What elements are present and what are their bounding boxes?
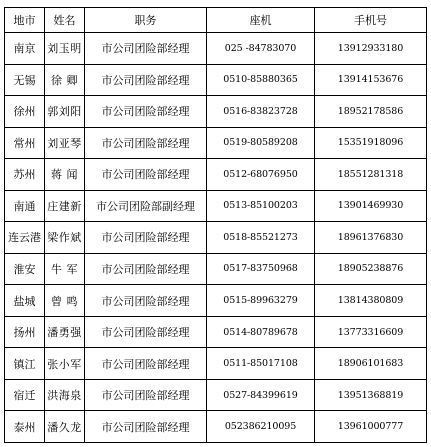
cell-mobile: 13912933180 [315,33,427,65]
cell-mobile: 13951368819 [315,379,427,411]
cell-name: 牛 军 [45,253,85,285]
header-city: 地市 [5,8,45,33]
cell-name: 潘久龙 [45,411,85,443]
cell-landline: 0513-85100203 [207,190,315,222]
cell-name: 徐 卿 [45,64,85,96]
cell-mobile: 13814380809 [315,285,427,317]
cell-landline: 0514-80789678 [207,316,315,348]
cell-landline: 052386210095 [207,411,315,443]
cell-city: 南通 [5,190,45,222]
cell-title: 市公司团险部经理 [85,316,207,348]
table-row [5,190,427,222]
table-row [5,127,427,159]
table-row [5,64,427,96]
table-row [5,411,427,443]
cell-mobile: 13773316609 [315,316,427,348]
cell-name: 刘亚琴 [45,127,85,159]
cell-city: 苏州 [5,159,45,191]
table-row [5,379,427,411]
table-body [5,33,427,443]
cell-title: 市公司团险部经理 [85,285,207,317]
header-name: 姓名 [45,8,85,33]
cell-name: 梁作斌 [45,222,85,254]
cell-landline: 025 -84783070 [207,33,315,65]
cell-landline: 0517-83750968 [207,253,315,285]
table-row [5,253,427,285]
cell-mobile: 18905238876 [315,253,427,285]
cell-landline: 0518-85521273 [207,222,315,254]
cell-title: 市公司团险部经理 [85,222,207,254]
cell-mobile: 18961376830 [315,222,427,254]
table-row [5,222,427,254]
header-title: 职务 [85,8,207,33]
cell-name: 潘勇强 [45,316,85,348]
cell-landline: 0510-85880365 [207,64,315,96]
cell-city: 南京 [5,33,45,65]
header-landline: 座机 [207,8,315,33]
cell-landline: 0511-85017108 [207,348,315,380]
cell-title: 市公司团险部经理 [85,64,207,96]
cell-city: 徐州 [5,96,45,128]
cell-city: 泰州 [5,411,45,443]
cell-city: 无锡 [5,64,45,96]
cell-mobile: 13914153676 [315,64,427,96]
cell-mobile: 13901469930 [315,190,427,222]
cell-title: 市公司团险部经理 [85,96,207,128]
cell-city: 宿迁 [5,379,45,411]
cell-landline: 0516-83823728 [207,96,315,128]
table-row [5,96,427,128]
cell-title: 市公司团险部经理 [85,159,207,191]
cell-name: 曾 鸣 [45,285,85,317]
cell-landline: 0512-68076950 [207,159,315,191]
cell-name: 庄建新 [45,190,85,222]
cell-landline: 0519-80589208 [207,127,315,159]
cell-city: 盐城 [5,285,45,317]
cell-city: 连云港 [5,222,45,254]
table-row [5,159,427,191]
table-row [5,316,427,348]
cell-name: 蒋 闻 [45,159,85,191]
cell-mobile: 18952178586 [315,96,427,128]
cell-mobile: 13961000777 [315,411,427,443]
cell-name: 张小军 [45,348,85,380]
contact-table [4,7,427,443]
cell-title: 市公司团险部经理 [85,253,207,285]
cell-name: 刘玉明 [45,33,85,65]
table-row [5,285,427,317]
header-row [5,8,427,33]
cell-title: 市公司团险部经理 [85,411,207,443]
cell-city: 镇江 [5,348,45,380]
cell-title: 市公司团险部经理 [85,33,207,65]
cell-landline: 0527-84399619 [207,379,315,411]
cell-name: 郭刘阳 [45,96,85,128]
cell-title: 市公司团险部经理 [85,348,207,380]
cell-mobile: 18551281318 [315,159,427,191]
table-row [5,348,427,380]
cell-title: 市公司团险部经理 [85,127,207,159]
cell-title: 市公司团险部副经理 [85,190,207,222]
cell-name: 洪海泉 [45,379,85,411]
cell-city: 常州 [5,127,45,159]
table-row [5,33,427,65]
cell-title: 市公司团险部经理 [85,379,207,411]
cell-city: 淮安 [5,253,45,285]
cell-landline: 0515-89963279 [207,285,315,317]
cell-mobile: 18906101683 [315,348,427,380]
header-mobile: 手机号 [315,8,427,33]
cell-mobile: 15351918096 [315,127,427,159]
cell-city: 扬州 [5,316,45,348]
